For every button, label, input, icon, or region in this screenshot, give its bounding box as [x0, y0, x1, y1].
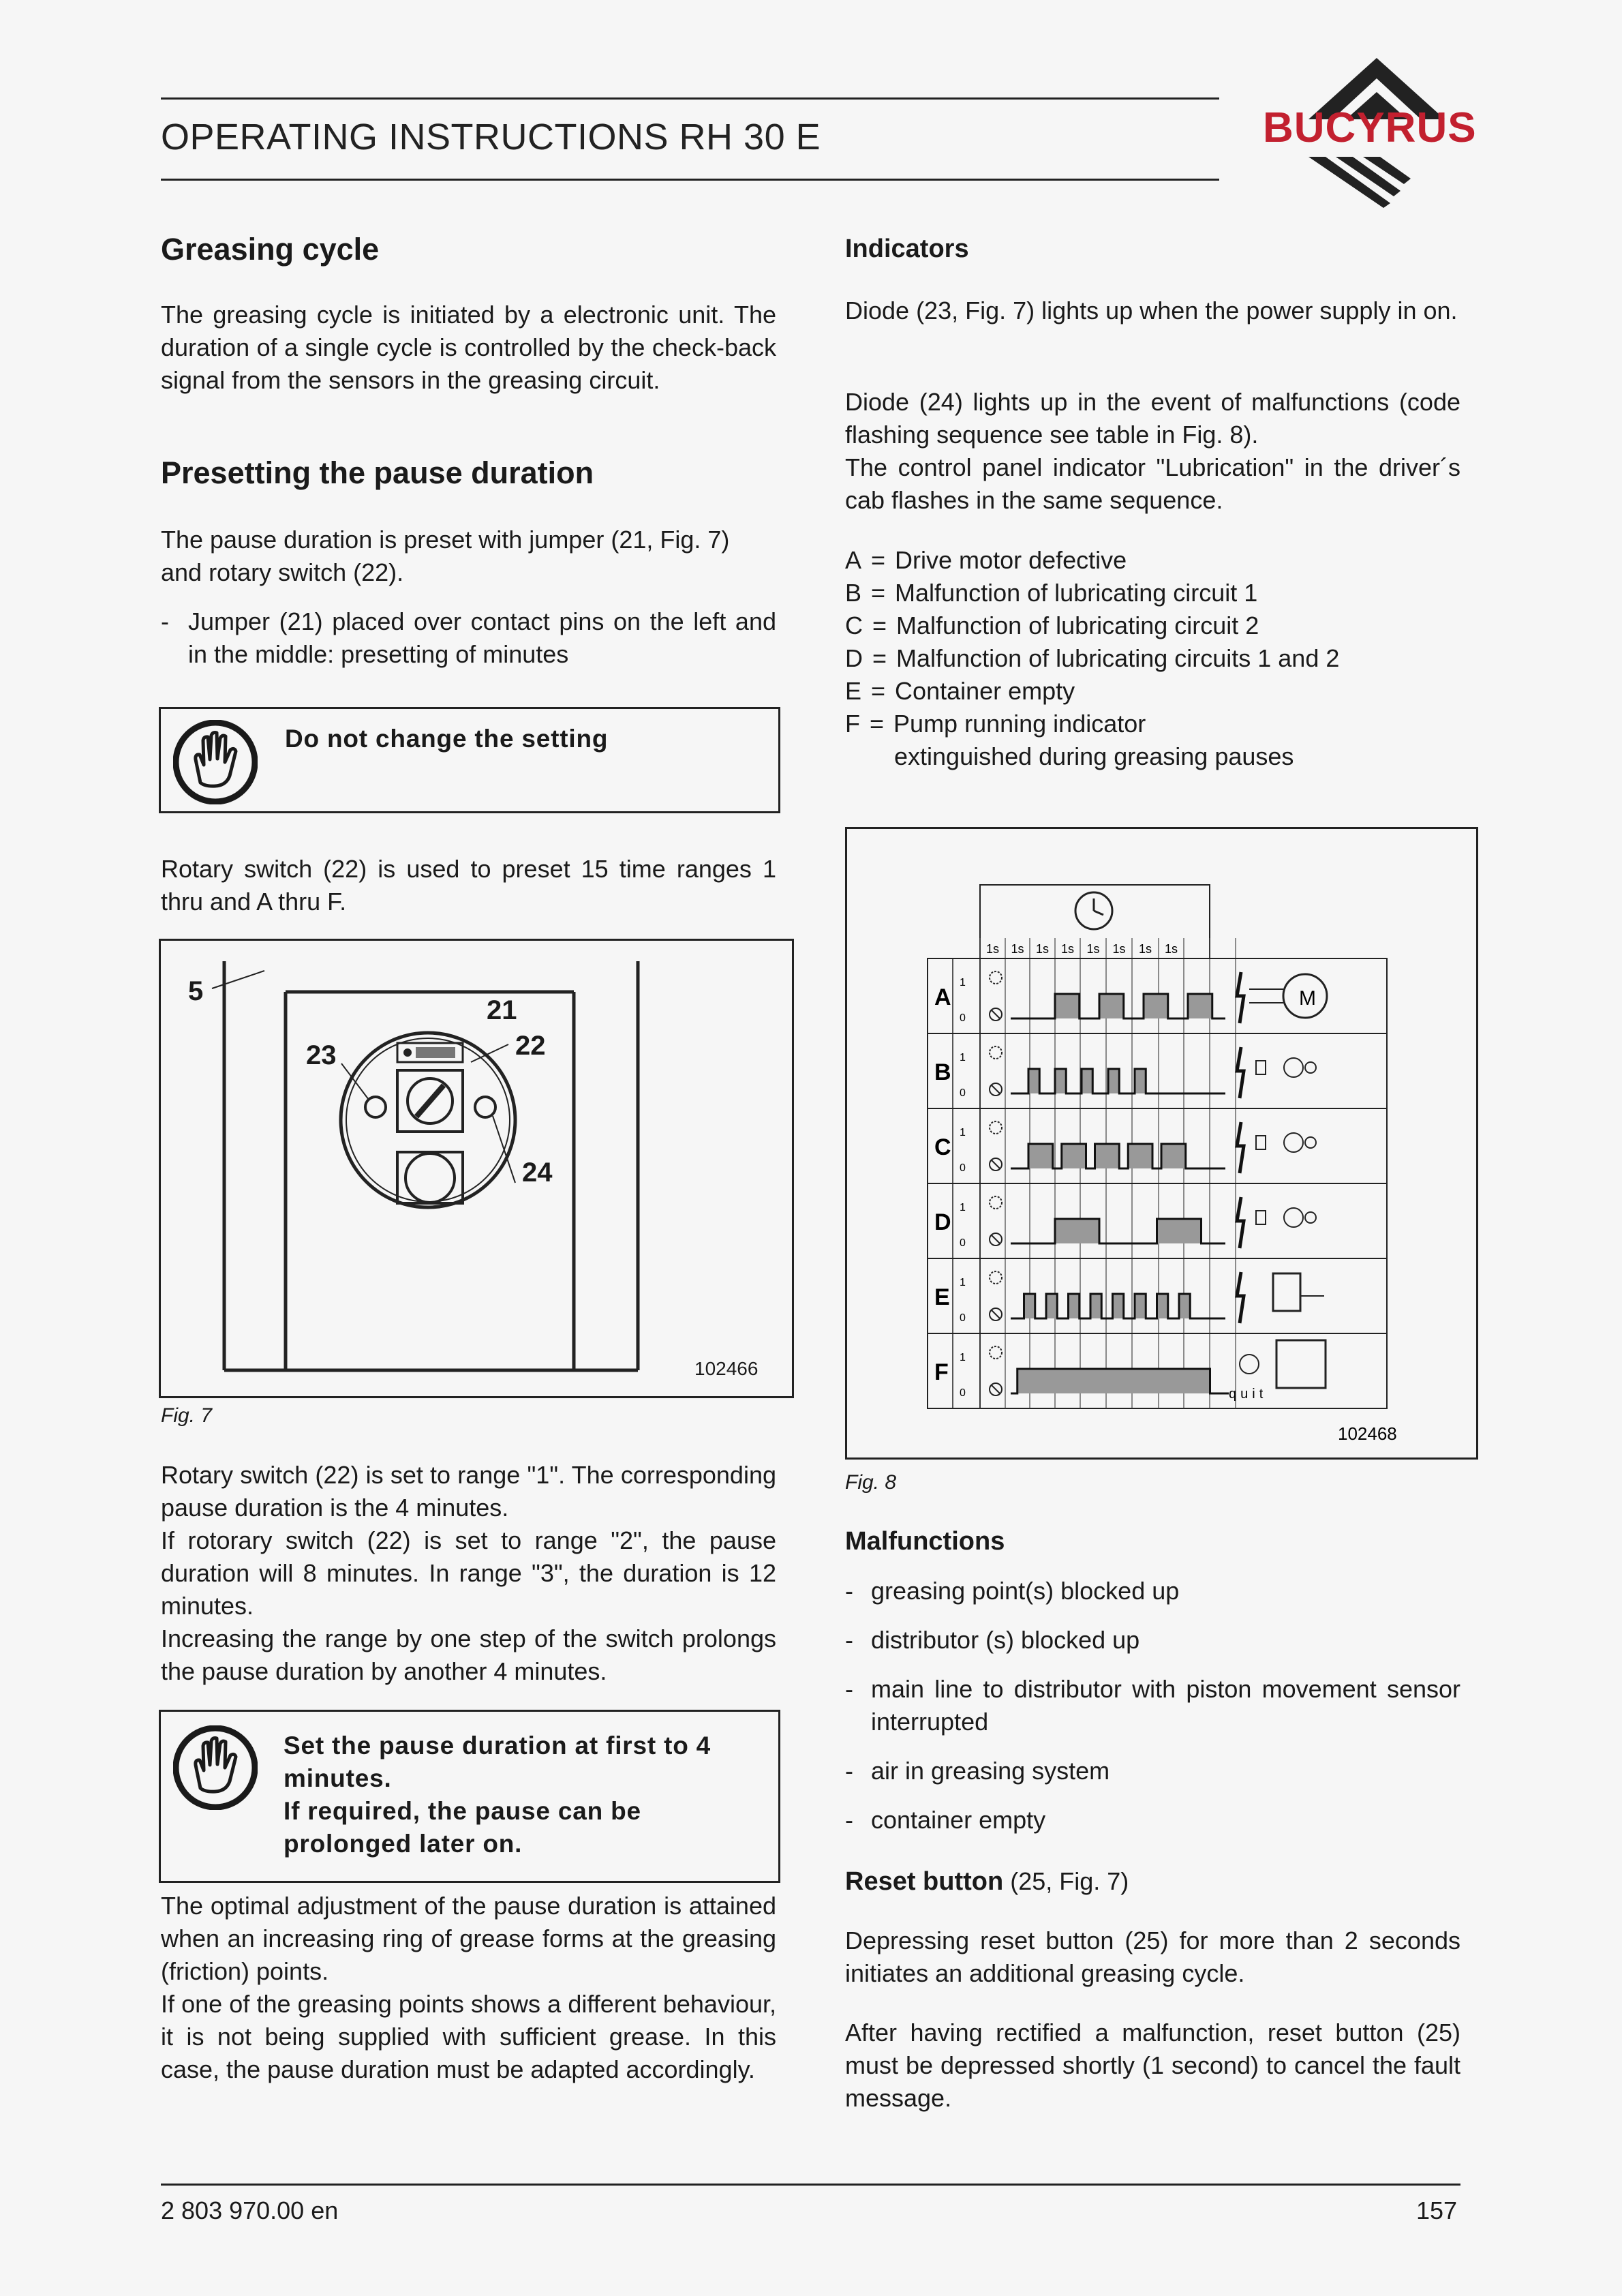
pulse-fill [1024, 1294, 1035, 1318]
fault-flash-icon [1237, 1272, 1244, 1323]
sec-label: 1s [1138, 942, 1152, 956]
malfunction-dash: - [845, 1626, 853, 1654]
pulse-fill [1028, 1144, 1053, 1168]
sec-label: 1s [985, 942, 1000, 956]
motor-label: M [1299, 987, 1316, 1010]
row-label: D [934, 1209, 951, 1235]
pulse-fill [1055, 994, 1080, 1018]
pulse-fill [1017, 1369, 1210, 1393]
lamp-cross [992, 1160, 1000, 1168]
pulse-fill [1128, 1144, 1152, 1168]
pulse-fill [1144, 994, 1168, 1018]
page-number: 157 [1416, 2196, 1458, 2224]
sec-label: 1s [1011, 942, 1024, 956]
fig7-label-21: 21 [487, 995, 517, 1025]
state-zero: 0 [960, 1162, 966, 1174]
lamp-on-icon [990, 971, 1002, 984]
row-label: C [934, 1134, 951, 1160]
greasing-cycle-heading: Greasing cycle [161, 232, 380, 267]
header-rule-bottom [161, 179, 1219, 181]
row-label: F [934, 1359, 949, 1385]
pulse-fill [1062, 1144, 1086, 1168]
footer-rule [161, 2184, 1460, 2186]
lamp-cross [992, 1085, 1000, 1093]
lamp-cross [992, 1385, 1000, 1393]
note-1-text: Do not change the setting [285, 725, 609, 753]
pulse-fill [1090, 1294, 1101, 1318]
pulse-fill [1157, 1219, 1202, 1243]
figure-7 [159, 939, 794, 1398]
pulse-fill [1161, 1144, 1186, 1168]
lamp-on-icon [990, 1121, 1002, 1134]
state-one: 1 [960, 1202, 966, 1213]
lamp-on-icon [990, 1196, 1002, 1209]
state-zero: 0 [960, 1237, 966, 1249]
jumper-bullet: Jumper (21) placed over contact pins on the left and in the middle: presetting of minutes [188, 607, 776, 668]
fault-flash-icon [1237, 1047, 1244, 1098]
fault-flash-icon [1237, 972, 1244, 1023]
diode23-text: Diode (23, Fig. 7) lights up when the power supply in on. [845, 297, 1458, 324]
sec-label: 1s [1035, 942, 1050, 956]
distributor-icon [1256, 1211, 1266, 1224]
sensor-icon [1284, 1208, 1303, 1227]
fig8-number: 102468 [1338, 1423, 1397, 1444]
fig7-label-22: 22 [515, 1031, 546, 1061]
sensor-icon [1284, 1058, 1303, 1077]
fig7-label-24: 24 [522, 1158, 553, 1188]
optimal-text: The optimal adjustment of the pause duration is attained when an increasing ring of grease forms at the greasing (friction) points. If one of the greasing points shows a different behaviour, it is not being supplied with sufficient grease. In this case, the pause duration must be adapted accordingly. [161, 1892, 776, 2083]
sensor-icon [1305, 1062, 1316, 1073]
container-icon [1273, 1273, 1300, 1311]
malfunction-item: container empty [871, 1806, 1046, 1834]
fault-flash-icon [1237, 1122, 1244, 1173]
state-one: 1 [960, 1352, 966, 1363]
clock-hand [1094, 911, 1103, 915]
fig7-number: 102466 [694, 1358, 759, 1379]
page-header-title: OPERATING INSTRUCTIONS RH 30 E [161, 117, 821, 157]
legend-row-b: B = Malfunction of lubricating circuit 1 [845, 579, 1258, 607]
stop-hand-icon [173, 720, 258, 808]
range-text: Rotary switch (22) is set to range "1". The corresponding pause duration is the 4 minutes. If rotorary switch (22) is set to range "2", the pause duration will 8 minutes. In range "3", the duration is 12 minutes. Increasing the range by one step of the switch prolongs the pause duration by another 4 minutes. [161, 1461, 776, 1685]
pulse-fill [1069, 1294, 1080, 1318]
malfunction-item: air in greasing system [871, 1757, 1110, 1785]
malfunction-dash: - [845, 1675, 853, 1703]
pulse-fill [1179, 1294, 1190, 1318]
lamp-on-icon [990, 1046, 1002, 1059]
malfunction-item: main line to distributor with piston movement sensor interrupted [871, 1675, 1460, 1736]
sec-label: 1s [1164, 942, 1178, 956]
row-label: B [934, 1059, 951, 1085]
jumper-dash: - [161, 607, 169, 635]
sensor-icon [1305, 1212, 1316, 1223]
state-zero: 0 [960, 1012, 966, 1024]
state-zero: 0 [960, 1312, 966, 1324]
reset-text-2: After having rectified a malfunction, reset button (25) must be depressed shortly (1 second) to cancel the fault message. [845, 2019, 1460, 2112]
legend-row-a: A = Drive motor defective [845, 546, 1127, 574]
pump-icon [1276, 1340, 1326, 1388]
note-box-1 [159, 707, 780, 813]
sec-label: 1s [1112, 942, 1126, 956]
lamp-on-icon [990, 1346, 1002, 1359]
malfunction-dash: - [845, 1577, 853, 1605]
indicators-heading: Indicators [845, 235, 969, 263]
sensor-icon [1305, 1137, 1316, 1148]
stop-hand-icon [173, 1725, 258, 1813]
presetting-text: The pause duration is preset with jumper (21, Fig. 7) and rotary switch (22). [161, 526, 730, 586]
state-one: 1 [960, 1052, 966, 1063]
legend-row-f-cont: extinguished during greasing pauses [894, 742, 1294, 770]
pulse-fill [1135, 1069, 1146, 1093]
fig8-caption: Fig. 8 [845, 1471, 897, 1494]
fig7-caption: Fig. 7 [161, 1404, 213, 1427]
legend-row-d: D = Malfunction of lubricating circuits 1 and 2 [845, 644, 1340, 672]
pulse-fill [1082, 1069, 1092, 1093]
lamp-cross [992, 1310, 1000, 1318]
pulse-fill [1108, 1069, 1119, 1093]
state-zero: 0 [960, 1387, 966, 1399]
legend-row-e: E = Container empty [845, 677, 1075, 705]
quit-label: quit [1229, 1387, 1268, 1402]
lamp-cross [992, 1010, 1000, 1018]
legend-row-f: F = Pump running indicator [845, 710, 1146, 738]
pulse-fill [1113, 1294, 1124, 1318]
state-one: 1 [960, 977, 966, 988]
pulse-fill [1095, 1144, 1120, 1168]
state-one: 1 [960, 1277, 966, 1288]
row-label: A [934, 984, 951, 1010]
fig7-label-5: 5 [188, 976, 204, 1006]
distributor-icon [1256, 1061, 1266, 1074]
pulse-fill [1188, 994, 1212, 1018]
header-rule-top [161, 97, 1219, 100]
diode24-text: Diode (24) lights up in the event of malfunctions (code flashing sequence see table in Fig. 8). The control panel indicator "Lubrication" in the driver´s cab flashes in the same sequence. [845, 388, 1460, 514]
sec-label: 1s [1060, 942, 1075, 956]
pulse-fill [1046, 1294, 1057, 1318]
malfunction-item: greasing point(s) blocked up [871, 1577, 1180, 1605]
malfunction-dash: - [845, 1757, 853, 1785]
note-2-text: Set the pause duration at first to 4 minutes. If required, the pause can be prolonged later on. [284, 1732, 711, 1858]
distributor-icon [1256, 1136, 1266, 1149]
malfunction-item: distributor (s) blocked up [871, 1626, 1140, 1654]
greasing-cycle-text: The greasing cycle is initiated by a electronic unit. The duration of a single cycle is controlled by the check-back signal from the sensors in the greasing circuit. [161, 301, 776, 394]
reset-text-1: Depressing reset button (25) for more than 2 seconds initiates an additional greasing cycle. [845, 1927, 1460, 1987]
lamp-on-icon [990, 1271, 1002, 1284]
figure-7-drawing [161, 941, 792, 1396]
malfunctions-heading: Malfunctions [845, 1527, 1005, 1556]
state-one: 1 [960, 1127, 966, 1138]
sensor-icon [1284, 1133, 1303, 1152]
pulse-fill [1028, 1069, 1039, 1093]
figure-8 [845, 827, 1478, 1460]
presetting-heading: Presetting the pause duration [161, 455, 594, 490]
bucyrus-logo [1261, 55, 1520, 211]
row-label: E [934, 1284, 950, 1310]
footer-doc-number: 2 803 970.00 en [161, 2196, 339, 2224]
rotary-switch-text: Rotary switch (22) is used to preset 15 time ranges 1 thru and A thru F. [161, 855, 776, 916]
sec-label: 1s [1086, 942, 1100, 956]
malfunction-dash: - [845, 1806, 853, 1834]
lamp-cross [992, 1235, 1000, 1243]
fig7-label-23: 23 [306, 1040, 337, 1070]
figure-8-diagram [847, 829, 1476, 1457]
fault-flash-icon [1237, 1197, 1244, 1248]
logo-text: BUCYRUS [1263, 104, 1477, 151]
state-zero: 0 [960, 1087, 966, 1099]
legend-row-c: C = Malfunction of lubricating circuit 2 [845, 611, 1259, 639]
pulse-fill [1055, 1219, 1099, 1243]
pump-motor-icon [1240, 1355, 1259, 1374]
pulse-fill [1135, 1294, 1146, 1318]
pulse-fill [1055, 1069, 1066, 1093]
reset-heading: Reset button (25, Fig. 7) [845, 1867, 1129, 1896]
pulse-fill [1099, 994, 1124, 1018]
note-box-2 [159, 1710, 780, 1883]
pulse-fill [1157, 1294, 1168, 1318]
